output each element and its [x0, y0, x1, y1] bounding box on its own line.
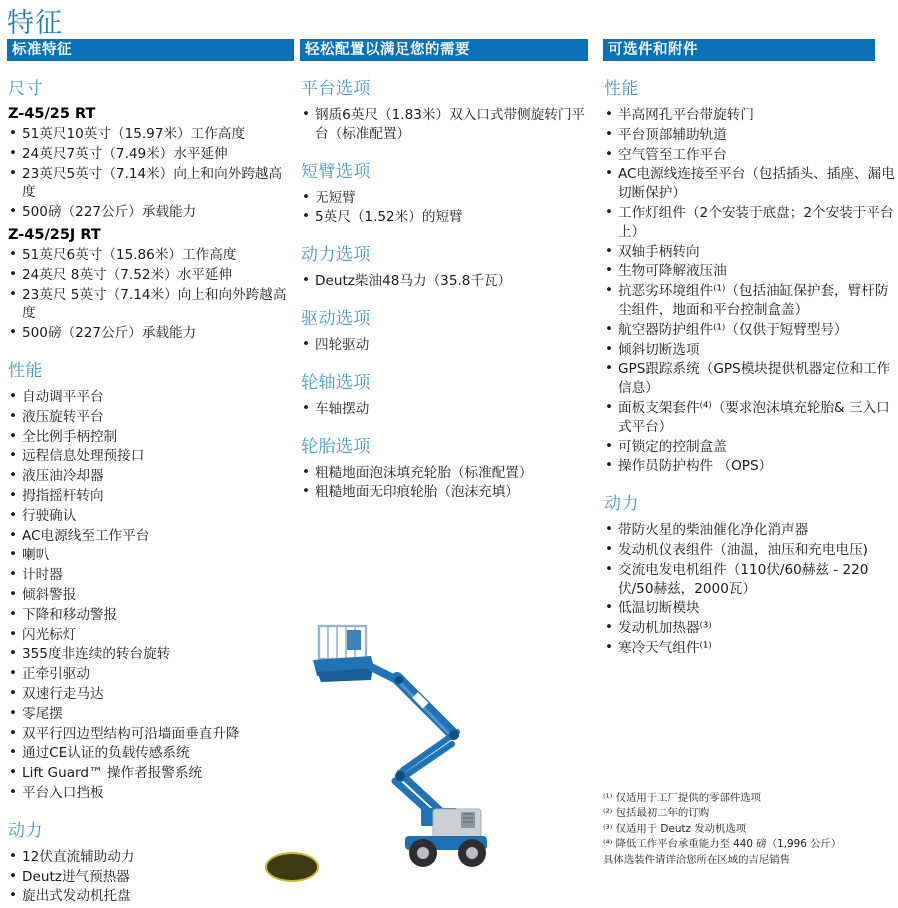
list-item: • 23英尺 5英寸（7.14米）向上和向外跨越高度 [7, 286, 294, 324]
list-item: • Deutz柴油48马力（35.8千瓦） [300, 272, 591, 291]
list-item: ⁽³⁾ 仅适用于 Deutz 发动机选项 [603, 822, 747, 835]
list-item: ⁽²⁾ 包括最初二年的订购 [603, 807, 710, 820]
list-item: • 倾斜警报 [7, 586, 294, 605]
power-options-list [300, 272, 591, 291]
model-name-z4525rt: Z-45/25 RT [8, 106, 96, 122]
section-title-power: 动力 [8, 820, 43, 841]
dimension-list-z4525jrt [7, 246, 294, 343]
list-item: • 双轴手柄转向 [603, 243, 896, 262]
list-item: • 液压油冷却器 [7, 467, 294, 486]
list-item: • 工作灯组件（2个安装于底盘；2个安装于平台上） [603, 204, 896, 242]
list-item: • 倾斜切断选项 [603, 341, 896, 360]
section-title-drive-options: 驱动选项 [301, 308, 371, 329]
watermark-blob [265, 852, 319, 882]
platform-options-list [300, 106, 591, 144]
section-title-tire-options: 轮胎选项 [301, 436, 371, 457]
boom-graphic [361, 662, 459, 819]
section-title-dimensions: 尺寸 [8, 79, 43, 99]
list-item: • 24英尺7英寸（7.49米）水平延伸 [7, 145, 294, 164]
section-title-options-power: 动力 [604, 494, 639, 515]
list-item: • 四轮驱动 [300, 336, 591, 355]
list-item: • 发动机加热器⁽³⁾ [603, 619, 896, 638]
standard-features-header-bar: 标准特征 [7, 39, 294, 61]
list-item: • 500磅（227公斤）承载能力 [7, 324, 294, 343]
jib-options-list [300, 189, 591, 228]
section-title-axle-options: 轮轴选项 [301, 372, 371, 393]
list-item: • 交流电发电机组件（110伏/60赫兹 - 220伏/50赫兹，2000瓦） [603, 561, 896, 599]
list-item: • 粗糙地面无印痕轮胎（泡沫充填） [300, 483, 591, 502]
list-item: • 空气管至工作平台 [603, 146, 896, 165]
list-item: • 无短臂 [300, 189, 591, 208]
list-item: • 500磅（227公斤）承载能力 [7, 203, 294, 222]
list-item: • 生物可降解液压油 [603, 262, 896, 281]
list-item: • 双速行走马达 [7, 685, 294, 704]
list-item: • 拇指摇杆转向 [7, 487, 294, 506]
page-title: 特征 [7, 8, 63, 39]
list-item: • 12伏直流辅助动力 [7, 848, 294, 867]
column-options-accessories [603, 39, 896, 660]
list-item: • 正牵引驱动 [7, 665, 294, 684]
axle-options-list [300, 400, 591, 419]
list-item: • 全比例手柄控制 [7, 428, 294, 447]
options-accessories-header-bar: 可选件和附件 [603, 39, 875, 61]
list-item: • 自动调平平台 [7, 388, 294, 407]
list-item: • 带防火星的柴油催化净化消声器 [603, 521, 896, 540]
list-item: • 24英尺 8英寸（7.52米）水平延伸 [7, 266, 294, 285]
list-item: • 粗糙地面泡沫填充轮胎（标准配置） [300, 464, 591, 483]
list-item: • 下降和移动警报 [7, 606, 294, 625]
list-item: • 液压旋转平台 [7, 408, 294, 427]
section-title-power-options: 动力选项 [301, 245, 371, 266]
standard-performance-list [7, 388, 294, 803]
platform-basket-graphic [313, 626, 375, 682]
list-item: • AC电源线连接至平台（包括插头、插座、漏电切断保护） [603, 165, 896, 203]
list-item: • AC电源线至工作平台 [7, 527, 294, 546]
list-item: • 低温切断模块 [603, 599, 896, 618]
list-item: • 远程信息处理预接口 [7, 447, 294, 466]
list-item: • 通过CE认证的负载传感系统 [7, 744, 294, 763]
dimension-list-z4525rt [7, 125, 294, 222]
list-item: • 半高网孔平台带旋转门 [603, 106, 896, 125]
list-item: • 行驶确认 [7, 507, 294, 526]
list-item: • 发动机仪表组件（油温，油压和充电电压) [603, 541, 896, 560]
list-item: • 零尾摆 [7, 705, 294, 724]
list-item: • 51英尺6英寸（15.86米）工作高度 [7, 246, 294, 265]
list-item: • 闪光标灯 [7, 626, 294, 645]
drive-options-list [300, 336, 591, 355]
section-title-options-performance: 性能 [604, 79, 639, 99]
list-item: • 操作员防护构件 （OPS） [603, 457, 896, 476]
list-item: • 抗恶劣环境组件⁽¹⁾（包括油缸保护套，臂杆防尘组件，地面和平台控制盒盖） [603, 282, 896, 320]
list-item: • 5英尺（1.52米）的短臂 [300, 208, 591, 227]
list-item: • 平台入口挡板 [7, 784, 294, 803]
tire-options-list [300, 464, 591, 503]
column-configuration-options [300, 39, 591, 504]
list-item: • 计时器 [7, 566, 294, 585]
list-item: • Lift Guard™ 操作者报警系统 [7, 764, 294, 783]
standard-power-list [7, 848, 294, 906]
list-item: • 双平行四边型结构可沿墙面垂直升降 [7, 725, 294, 744]
section-title-jib-options: 短臂选项 [301, 161, 371, 182]
options-performance-list [603, 106, 896, 476]
list-item: • 钢质6英尺（1.83米）双入口式带侧旋转门平台（标准配置） [300, 106, 591, 144]
list-item: • 寒冷天气组件⁽¹⁾ [603, 639, 896, 658]
list-item: ⁽¹⁾ 仅适用于工厂提供的零部件选项 [603, 792, 762, 804]
list-item: ⁽⁴⁾ 降低工作平台承重能力至 440 磅（1,996 公斤） [603, 838, 842, 851]
footnotes-block [603, 791, 896, 868]
list-item: 具体选装件请详洽您所在区域的吉尼销售 [603, 853, 791, 866]
section-title-performance: 性能 [8, 360, 43, 381]
list-item: • 航空器防护组件⁽¹⁾（仅供于短臂型号） [603, 321, 896, 340]
column-standard-features [7, 39, 294, 908]
list-item: • 51英尺10英寸（15.97米）工作高度 [7, 125, 294, 144]
boom-lift-image [295, 620, 600, 870]
configuration-header-bar: 轻松配置以满足您的需要 [300, 39, 588, 61]
list-item: • 23英尺5英寸（7.14米）向上和向外跨越高度 [7, 165, 294, 203]
list-item: • 面板支架套件⁽⁴⁾（要求泡沫填充轮胎& 三入口式平台） [603, 399, 896, 437]
list-item: • GPS跟踪系统（GPS模块提供机器定位和工作信息） [603, 360, 896, 398]
model-name-z4525jrt: Z-45/25J RT [8, 226, 101, 243]
list-item: • 旋出式发动机托盘 [7, 887, 294, 906]
list-item: • 喇叭 [7, 546, 294, 565]
list-item: • 车轴摆动 [300, 400, 591, 419]
list-item: • 355度非连续的转台旋转 [7, 645, 294, 664]
engine-housing-graphic [421, 808, 481, 839]
section-title-platform-options: 平台选项 [301, 79, 371, 99]
options-power-list [603, 521, 896, 658]
list-item: • 平台顶部辅助轨道 [603, 126, 896, 145]
footnotes-list [603, 791, 896, 868]
list-item: • 可锁定的控制盒盖 [603, 438, 896, 457]
list-item: • Deutz进气预热器 [7, 868, 294, 887]
